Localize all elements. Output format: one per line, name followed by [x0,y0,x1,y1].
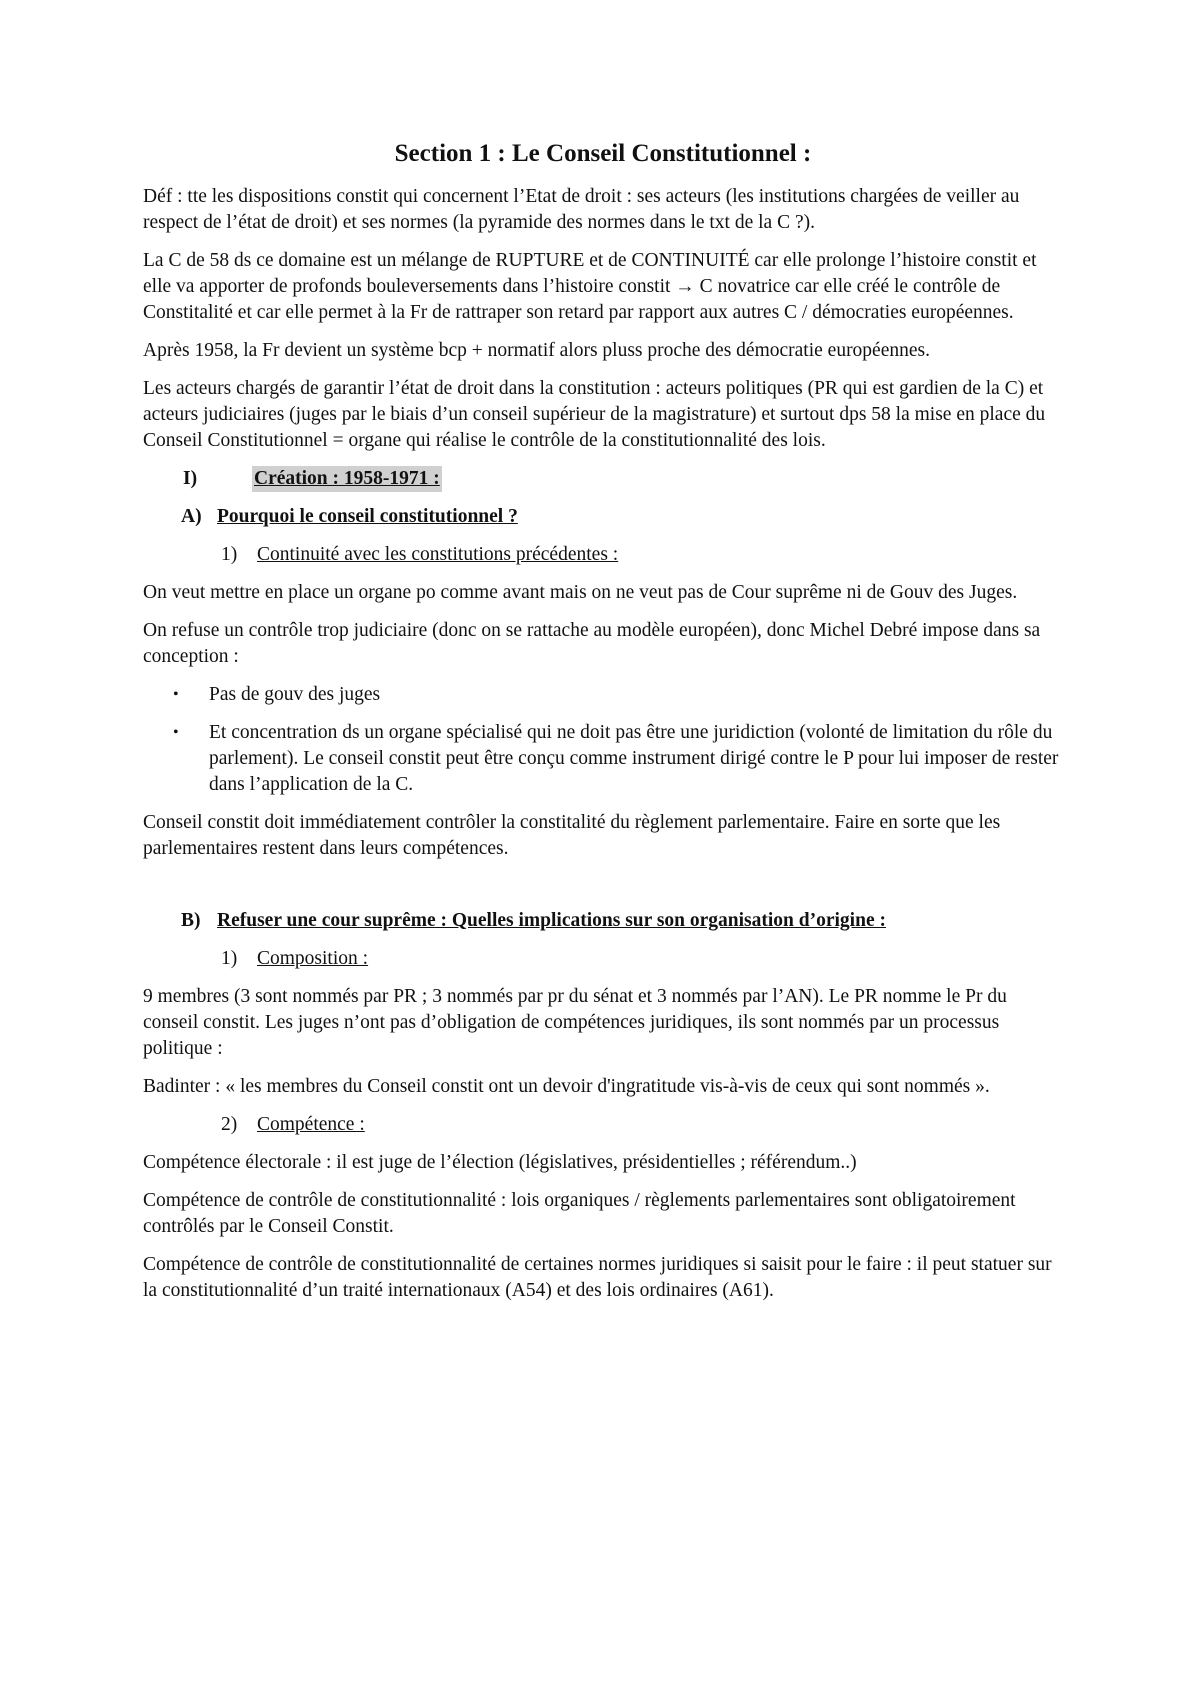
bullet-icon: • [173,724,179,741]
heading-number: 2) [221,1114,238,1135]
heading-number: 1) [221,544,238,565]
list-item-text: Pas de gouv des juges [209,684,381,705]
body-paragraph: Compétence de contrôle de constitutionnalité de certaines normes juridiques si saisit pour le faire : il peut statuer sur la constitutionnalité d’un traité internationaux (A54) et des lois ordinaires (A61). [143,1254,1052,1301]
intro-paragraph: Après 1958, la Fr devient un système bcp + normatif alors pluss proche des démocratie européennes. [143,340,930,361]
heading-section-A1 [143,542,1063,568]
intro-paragraph: Déf : tte les dispositions constit qui concernent l’Etat de droit : ses acteurs (les institutions chargées de veiller au respect de l’état de droit) et ses normes (la pyramide des normes dans le txt de la C ?). [143,186,1020,233]
heading-text: Refuser une cour suprême : Quelles implications sur son organisation d’origine : [217,910,886,931]
quote-paragraph: Badinter : « les membres du Conseil constit ont un devoir d'ingratitude vis-à-vis de ceux qui sont nommés ». [143,1076,990,1097]
list-item [143,720,1063,798]
body-paragraph: On refuse un contrôle trop judiciaire (donc on se rattache au modèle européen), donc Michel Debré impose dans sa conception : [143,620,1041,667]
heading-text: Compétence : [257,1114,365,1135]
bullet-list [143,682,1063,798]
list-item-text: Et concentration ds un organe spécialisé qui ne doit pas être une juridiction (volonté de limitation du rôle du parlement). Le conseil constit peut être conçu comme instrument dirigé contre le P pour lui imposer de rester dans l’application de la C. [209,722,1059,795]
heading-section-I [143,466,1063,492]
spacer [143,874,1063,908]
document-body [143,138,1063,1316]
heading-number: I) [183,468,198,489]
intro-paragraph: Les acteurs chargés de garantir l’état de droit dans la constitution : acteurs politiques (PR qui est gardien de la C) et acteurs judiciaires (juges par le biais d’un conseil supérieur de la magistrature) et surtout dps 58 la mise en place du Conseil Constitutionnel = organe qui réalise le contrôle de la constitutionnalité des lois. [143,378,1046,451]
heading-section-A [143,504,1063,530]
heading-text: Composition : [257,948,369,969]
body-paragraph: 9 membres (3 sont nommés par PR ; 3 nommés par pr du sénat et 3 nommés par l’AN). Le PR nomme le Pr du conseil constit. Les juges n’ont pas d’obligation de compétences juridiques, ils sont nommés par un processus politique : [143,986,1007,1059]
heading-text: Création : 1958-1971 : [252,466,442,492]
body-paragraph: Compétence électorale : il est juge de l’élection (législatives, présidentielles ; référendum..) [143,1152,857,1173]
body-paragraph: Conseil constit doit immédiatement contrôler la constitalité du règlement parlementaire. Faire en sorte que les parlementaires restent dans leurs compétences. [143,812,1001,859]
heading-text: Continuité avec les constitutions précédentes : [257,544,619,565]
body-paragraph: On veut mettre en place un organe po comme avant mais on ne veut pas de Cour suprême ni de Gouv des Juges. [143,582,1018,603]
heading-number: 1) [221,948,238,969]
heading-text: Pourquoi le conseil constitutionnel ? [217,506,518,527]
heading-section-B [143,908,1063,934]
heading-section-B2 [143,1112,1063,1138]
bullet-icon: • [173,686,179,703]
heading-number: B) [181,910,201,931]
page-title: Section 1 : Le Conseil Constitutionnel : [394,140,812,167]
intro-paragraph: La C de 58 ds ce domaine est un mélange de RUPTURE et de CONTINUITÉ car elle prolonge l’histoire constit et elle va apporter de profonds bouleversements dans l’histoire constit → C novatrice car elle créé le contrôle de Constitalité et car elle permet à la Fr de rattraper son retard par rapport aux autres C / démocraties européennes. [143,250,1037,323]
body-paragraph: Compétence de contrôle de constitutionnalité : lois organiques / règlements parlementaires sont obligatoirement contrôlés par le Conseil Constit. [143,1190,1016,1237]
heading-number: A) [181,506,202,527]
heading-section-B1 [143,946,1063,972]
list-item [143,682,1063,708]
